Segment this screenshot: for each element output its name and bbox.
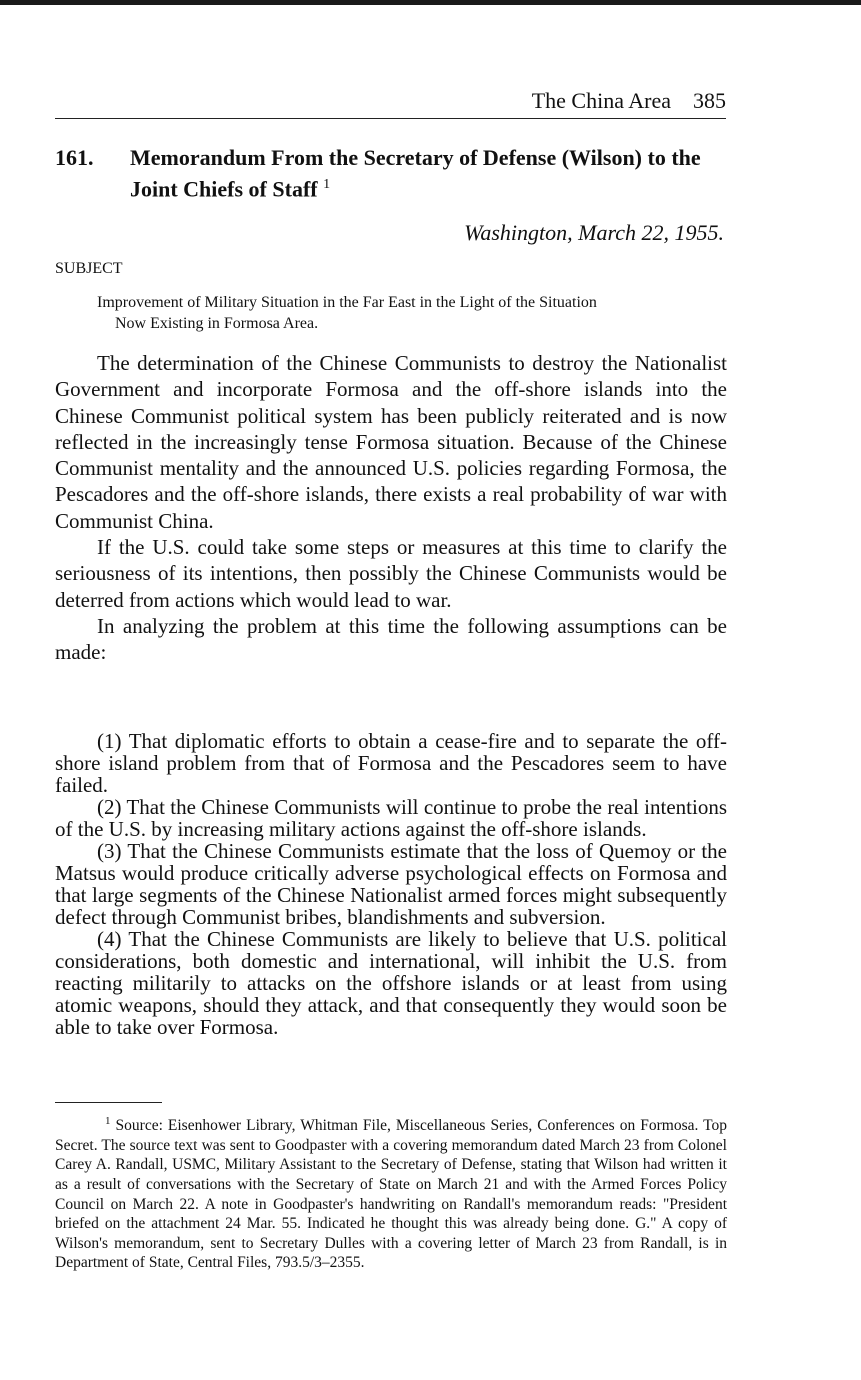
document-title: Memorandum From the Secretary of Defense (Wilson) to the Joint Chiefs of Staff	[130, 145, 701, 202]
running-header	[55, 88, 726, 119]
assumption-item: (4) That the Chinese Communists are likely to believe that U.S. political considerations, both domestic and international, will inhibit the U.S. from reacting militarily to attacks on the offshore islands or at least from using atomic weapons, should they attack, and that consequently they would soon be able to take over Formosa.	[55, 927, 727, 1039]
footnote	[55, 1112, 727, 1273]
document-number: 161.	[55, 145, 94, 170]
subject-line-2: Now Existing in Formosa Area.	[115, 315, 319, 332]
subject-label: SUBJECT	[55, 260, 123, 277]
footnote-text: Source: Eisenhower Library, Whitman File, Miscellaneous Series, Conferences on Formosa. Top Secret. The source text was sent to Goodpaster with a covering memorandum dated March 23 from Colonel Carey A. Randall, USMC, Military Assistant to the Secretary of Defense, stating that Wilson had written it as a result of conversations with the Secretary of State on March 21 and with the Armed Forces Policy Council on March 22. A note in Goodpaster's handwriting on Randall's memorandum reads: "President briefed on the attachment 24 Mar. 55. Indicated he thought this was already being done. G." A copy of Wilson's memorandum, sent to Secretary Dulles with a covering letter of March 23 from Randall, is in Department of State, Central Files, 793.5/3–2355.	[55, 1117, 728, 1272]
assumption-item: (1) That diplomatic efforts to obtain a cease-fire and to separate the off-shore island problem from that of Formosa and the Pescadores seem to have failed.	[55, 729, 727, 797]
footnote-marker: 1	[105, 1115, 111, 1127]
body-paragraph: If the U.S. could take some steps or measures at this time to clarify the seriousness of its intentions, then possibly the Chinese Communists would be deterred from actions which would lead to war.	[55, 535, 727, 612]
assumptions-list	[55, 730, 727, 1038]
dateline: Washington, March 22, 1955.	[464, 220, 724, 245]
assumption-item: (3) That the Chinese Communists estimate that the loss of Quemoy or the Matsus would produce critically adverse psychological effects on Formosa and that large segments of the Chinese Nationalist armed forces might subsequently defect through Communist bribes, blandishments and subversion.	[55, 839, 727, 929]
body-paragraph: The determination of the Chinese Communists to destroy the Nationalist Government and incorporate Formosa and the off-shore islands into the Chinese Communist political system has been publicly reiterated and is now reflected in the increasingly tense Formosa situation. Because of the Chinese Communist mentality and the announced U.S. policies regarding Formosa, the Pescadores and the off-shore islands, there exists a real probability of war with Communist China.	[55, 351, 727, 533]
footnote-reference: 1	[323, 177, 331, 192]
subject-text	[97, 292, 727, 334]
subject-line-1: Improvement of Military Situation in the Far East in the Light of the Situation	[97, 294, 597, 311]
body-paragraph: In analyzing the problem at this time the following assumptions can be made:	[55, 613, 727, 665]
document-title-block	[130, 144, 730, 202]
assumption-item: (2) That the Chinese Communists will continue to probe the real intentions of the U.S. by increasing military actions against the off-shore islands.	[55, 795, 727, 841]
footnote-divider	[55, 1102, 162, 1103]
page-number: 385	[693, 88, 726, 113]
memo-body	[55, 350, 727, 666]
running-header-title: The China Area	[531, 88, 671, 113]
page-top-edge	[0, 0, 861, 5]
